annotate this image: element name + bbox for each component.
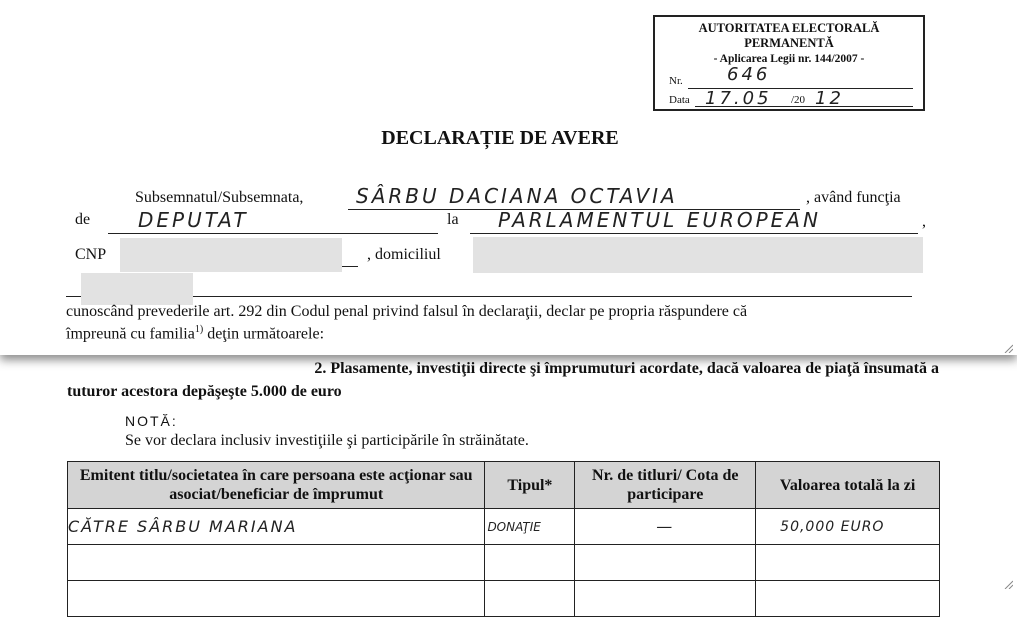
cell-tipul xyxy=(485,581,575,617)
function-value: DEPUTAT xyxy=(138,208,249,232)
stamp-year-value: 12 xyxy=(815,88,844,109)
cell-nr-titluri: — xyxy=(575,509,756,545)
declaration-paragraph-line2: împreună cu familia$^{1)}$ deţin următoarele: xyxy=(66,324,325,343)
section2-heading-line1: 2. Plasamente, investiţii directe şi împrumuturi acordate, dacă valoarea de piaţă însumată a xyxy=(314,360,939,377)
stamp-nr-label: Nr. xyxy=(669,75,683,87)
cell-tipul: DONAŢIE xyxy=(485,509,575,545)
redacted-address xyxy=(473,237,923,273)
avand-functia-label: , având funcţia xyxy=(806,189,901,206)
cell-nr-titluri xyxy=(575,545,756,581)
declarant-name: SÂRBU DACIANA OCTAVIA xyxy=(356,184,678,208)
nota-text: Se vor declara inclusiv investiţiile şi participările în străinătate. xyxy=(125,432,529,449)
stamp-authority-line2: PERMANENTĂ xyxy=(744,36,834,50)
resize-grip-icon[interactable] xyxy=(1003,579,1013,589)
domiciliul-label: , domiciliul xyxy=(367,246,441,263)
cnp-label: CNP xyxy=(75,246,107,263)
institution-value: PARLAMENTUL EUROPEAN xyxy=(498,208,821,232)
cell-valoarea xyxy=(756,545,940,581)
subsemnatul-label: Subsemnatul/Subsemnata, xyxy=(135,189,304,206)
cell-valoarea: 50,000 EURO xyxy=(756,509,940,545)
redacted-address-continued xyxy=(81,273,193,305)
cell-nr-titluri xyxy=(575,581,756,617)
table-header-row xyxy=(68,462,940,509)
registration-stamp xyxy=(653,15,925,111)
table-row xyxy=(68,545,940,581)
table-row xyxy=(68,581,940,617)
cell-tipul xyxy=(485,545,575,581)
declaration-paragraph-line1: cunoscând prevederile art. 292 din Codul penal privind falsul în declaraţii, declar pe propria răspundere că xyxy=(66,303,748,320)
header-valoarea: Valoarea totală la zi xyxy=(756,462,940,509)
la-label: la xyxy=(447,211,459,228)
stamp-date-value: 17.05 xyxy=(705,88,772,109)
stamp-law-line: - Aplicarea Legii nr. 144/2007 - xyxy=(713,53,865,65)
investments-table xyxy=(67,461,940,617)
resize-grip-icon[interactable] xyxy=(1003,343,1013,353)
table-row xyxy=(68,509,940,545)
stamp-data-label: Data xyxy=(669,94,690,106)
section2-heading-line2: tuturor acestora depăşeşte 5.000 de euro xyxy=(67,383,342,400)
header-tipul: Tipul* xyxy=(485,462,575,509)
header-nr-titluri: Nr. de titluri/ Cota de participare xyxy=(575,462,756,509)
stamp-nr-value: 646 xyxy=(727,64,771,85)
stamp-authority-line1: AUTORITATEA ELECTORALĂ xyxy=(698,21,880,35)
comma: , xyxy=(922,213,926,230)
header-emitent: Emitent titlu/societatea în care persoana este acţionar sau asociat/beneficiar de împrumut xyxy=(68,462,485,509)
stamp-year-prefix: /20 xyxy=(791,94,806,106)
cell-valoarea xyxy=(756,581,940,617)
cell-emitent xyxy=(68,581,485,617)
redacted-cnp xyxy=(120,238,342,272)
document-title: DECLARAȚIE DE AVERE xyxy=(381,127,619,149)
cell-emitent xyxy=(68,545,485,581)
nota-label: NOTĂ: xyxy=(125,413,178,429)
cell-emitent: CĂTRE SÂRBU MARIANA xyxy=(68,509,485,545)
de-label: de xyxy=(75,211,91,228)
